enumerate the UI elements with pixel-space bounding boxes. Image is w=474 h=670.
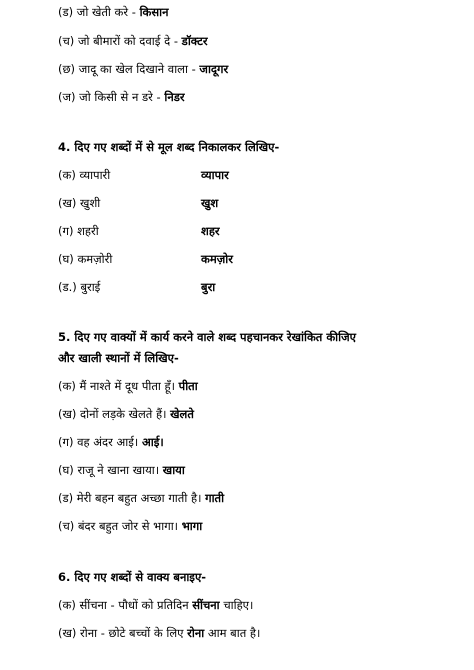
item-marker: (क) [58,379,76,393]
item-text: जो खेती करे - [76,5,136,19]
item-answer: शहर [201,224,220,238]
item-answer: निडर [164,90,185,104]
item-marker: (क) [58,598,76,612]
item-answer: डॉक्टर [181,34,208,48]
item-text: वह अंदर आई। [77,435,139,449]
list-item [58,61,464,77]
list-item [58,4,464,20]
item-text: मैं नाश्ते में दूध पीता हूँ। [79,379,175,393]
item-marker: (च) [58,519,75,533]
list-item [58,167,464,183]
list-item [58,597,464,613]
item-answer: कमज़ोर [201,252,233,266]
item-text: दोनों लड़के खेलते हैं। [80,407,167,421]
list-item [58,251,464,267]
section-heading-continued: और खाली स्थानों में लिखिए- [58,351,179,365]
item-marker: (घ) [58,252,74,266]
item-marker: (छ) [58,62,76,76]
item-marker: (ड) [58,5,74,19]
section-heading: 6. दिए गए शब्दों से वाक्य बनाइए- [58,570,207,584]
list-item [58,378,464,394]
item-marker: (ख) [58,626,77,640]
item-text: राजू ने खाना खाया। [77,463,160,477]
item-text-end: आम बात है। [207,626,261,640]
item-text: रोना - छोटे बच्चों के लिए [80,626,184,640]
list-item [58,89,464,105]
list-item [58,434,464,450]
item-answer: बुरा [201,280,216,294]
item-answer: व्यापार [201,168,229,182]
section-heading: 5. दिए गए वाक्यों में कार्य करने वाले शब्द पहचानकर रेखांकित कीजिए [58,330,357,344]
item-marker: (ग) [58,224,74,238]
item-word: व्यापारी [79,168,111,182]
item-word: बुराई [80,280,101,294]
item-answer: जादूगर [199,62,229,76]
item-answer: गाती [205,491,225,505]
item-marker: (च) [58,34,75,48]
item-text: जो बीमारों को दवाई दे - [77,34,179,48]
item-answer: खेलते [170,407,194,421]
item-word: शहरी [77,224,99,238]
item-marker: (क) [58,168,76,182]
item-answer: खाया [162,463,185,477]
item-bold-word: सींचना [192,598,220,612]
list-item [58,279,464,295]
item-text: जादू का खेल दिखाने वाला - [78,62,196,76]
item-word: कमज़ोरी [77,252,113,266]
list-item [58,195,464,211]
item-answer: किसान [139,5,169,19]
list-item [58,490,464,506]
list-item [58,625,464,641]
item-marker: (घ) [58,463,74,477]
section-heading: 4. दिए गए शब्दों में से मूल शब्द निकालकर लिखिए- [58,140,280,154]
item-answer: भागा [181,519,203,533]
list-item [58,406,464,422]
item-text: सींचना - पौधों को प्रतिदिन [79,598,189,612]
item-marker: (ड) [58,491,74,505]
item-marker: (ज) [58,90,76,104]
item-text: बंदर बहुत जोर से भागा। [77,519,179,533]
list-item [58,462,464,478]
list-item [58,518,464,534]
item-answer: आई। [141,435,164,449]
item-text-end: चाहिए। [223,598,254,612]
list-item [58,33,464,49]
list-item [58,223,464,239]
item-marker: (ग) [58,435,74,449]
item-word: खुशी [80,196,101,210]
item-answer: खुश [201,196,219,210]
item-text: जो किसी से न डरे - [79,90,161,104]
item-marker: (ख) [58,407,77,421]
item-bold-word: रोना [187,626,205,640]
item-answer: पीता [178,379,198,393]
item-marker: (ड.) [58,280,77,294]
item-marker: (ख) [58,196,77,210]
item-text: मेरी बहन बहुत अच्छा गाती है। [76,491,202,505]
